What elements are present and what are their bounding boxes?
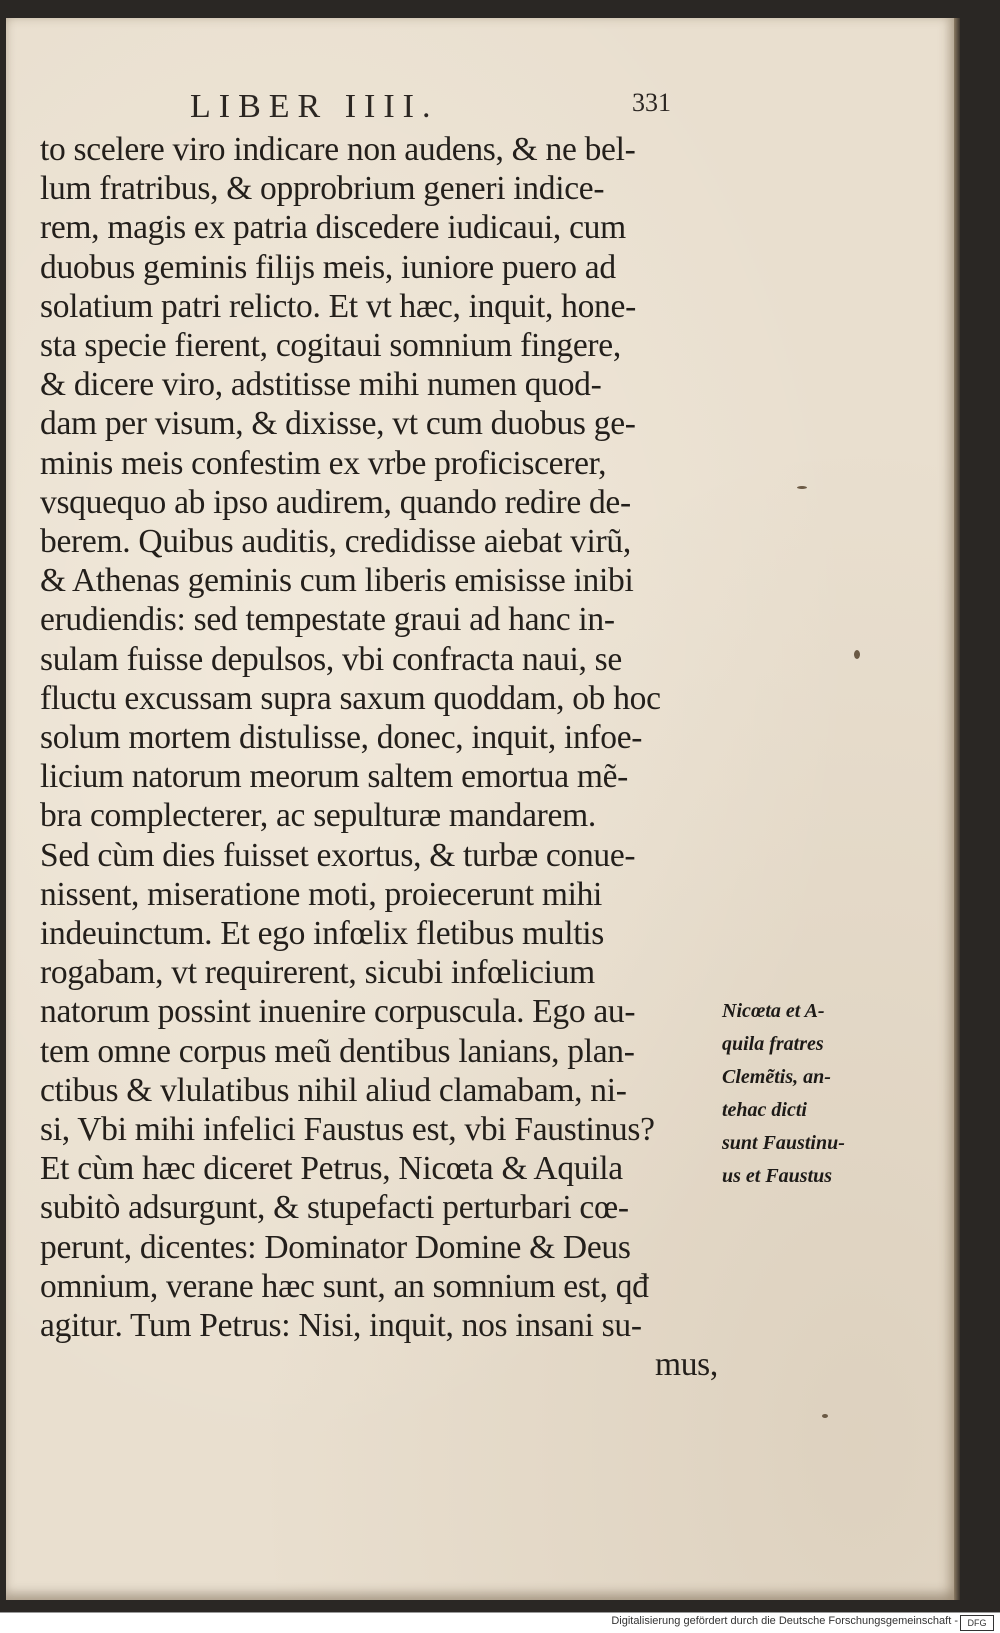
marginal-note-line: sunt Faustinu- <box>722 1132 845 1154</box>
text-line: dam per visum, & dixisse, vt cum duobus ge- <box>40 405 636 443</box>
marginal-note-line: us et Faustus <box>722 1165 833 1187</box>
digitization-footer <box>0 1612 1000 1633</box>
text-line: agitur. Tum Petrus: Nisi, inquit, nos insani su- <box>40 1307 642 1345</box>
text-line: to scelere viro indicare non audens, & ne bel- <box>40 131 636 168</box>
main-text-block <box>40 130 720 1385</box>
funding-credit: Digitalisierung gefördert durch die Deutsche Forschungsgemeinschaft - <box>611 1615 958 1627</box>
text-line: Sed cùm dies fuisset exortus, & turbæ conue- <box>40 836 636 874</box>
text-line: & dicere viro, adstitisse mihi numen quod- <box>40 366 602 404</box>
marginal-note-line: tehac dicti <box>722 1099 807 1121</box>
ink-spot <box>797 486 807 489</box>
text-line: vsquequo ab ipso audirem, quando redire de- <box>40 483 631 521</box>
marginal-note-line: quila fratres <box>722 1033 824 1055</box>
marginal-note <box>722 995 872 1193</box>
text-line: solatium patri relicto. Et vt hæc, inquit, hone- <box>40 287 636 325</box>
catchword: mus, <box>654 1346 718 1384</box>
text-line: perunt, dicentes: Dominator Domine & Deus <box>40 1228 631 1266</box>
text-line: berem. Quibus auditis, credidisse aiebat virũ, <box>40 523 631 561</box>
text-line: subitò adsurgunt, & stupefacti perturbari cœ- <box>40 1189 629 1227</box>
page-number: 331 <box>632 88 671 117</box>
text-line: omnium, verane hæc sunt, an somnium est, qđ <box>40 1267 649 1305</box>
text-line: tem omne corpus meũ dentibus lanians, plan- <box>40 1032 635 1070</box>
text-line: natorum possint inuenire corpuscula. Ego au- <box>40 993 636 1031</box>
running-title: LIBER IIII. <box>190 88 439 125</box>
text-line: erudiendis: sed tempestate graui ad hanc in- <box>40 601 615 639</box>
text-line: fluctu excussam supra saxum quoddam, ob hoc <box>40 679 661 717</box>
text-line: rogabam, vt requirerent, sicubi infœlicium <box>40 954 595 992</box>
text-line: sta specie fierent, cogitaui somnium fingere, <box>40 327 621 365</box>
marginal-note-line: Nicœta et A- <box>722 1000 825 1022</box>
marginal-note-line: Clemẽtis, an- <box>722 1066 831 1088</box>
text-line: nissent, miseratione moti, proiecerunt mihi <box>40 875 603 913</box>
text-line: rem, magis ex patria discedere iudicaui, cum <box>40 209 626 247</box>
text-line: ctibus & vlulatibus nihil aliud clamabam, ni- <box>40 1071 627 1109</box>
text-line: lum fratribus, & opprobrium generi indice- <box>40 170 605 208</box>
dfg-logo: DFG <box>960 1615 994 1631</box>
text-line: minis meis confestim ex vrbe proficiscerer, <box>40 444 607 482</box>
text-line: duobus geminis filijs meis, iuniore puero ad <box>40 248 616 286</box>
ink-spot <box>854 650 860 659</box>
page-edge-shadow <box>954 18 960 1600</box>
text-line: si, Vbi mihi infelici Faustus est, vbi Faustinus? <box>40 1111 655 1149</box>
text-line: indeuinctum. Et ego infœlix fletibus multis <box>40 915 604 953</box>
ink-spot <box>822 1414 828 1418</box>
text-line: & Athenas geminis cum liberis emisisse inibi <box>40 562 634 600</box>
text-line: sulam fuisse depulsos, vbi confracta naui, se <box>40 640 622 678</box>
text-line: bra complecterer, ac sepulturæ mandarem. <box>40 797 596 835</box>
text-line: Et cùm hæc diceret Petrus, Nicœta & Aquila <box>40 1150 623 1188</box>
text-line: licium natorum meorum saltem emortua mẽ- <box>40 758 629 796</box>
text-line: solum mortem distulisse, donec, inquit, infoe- <box>40 719 643 757</box>
